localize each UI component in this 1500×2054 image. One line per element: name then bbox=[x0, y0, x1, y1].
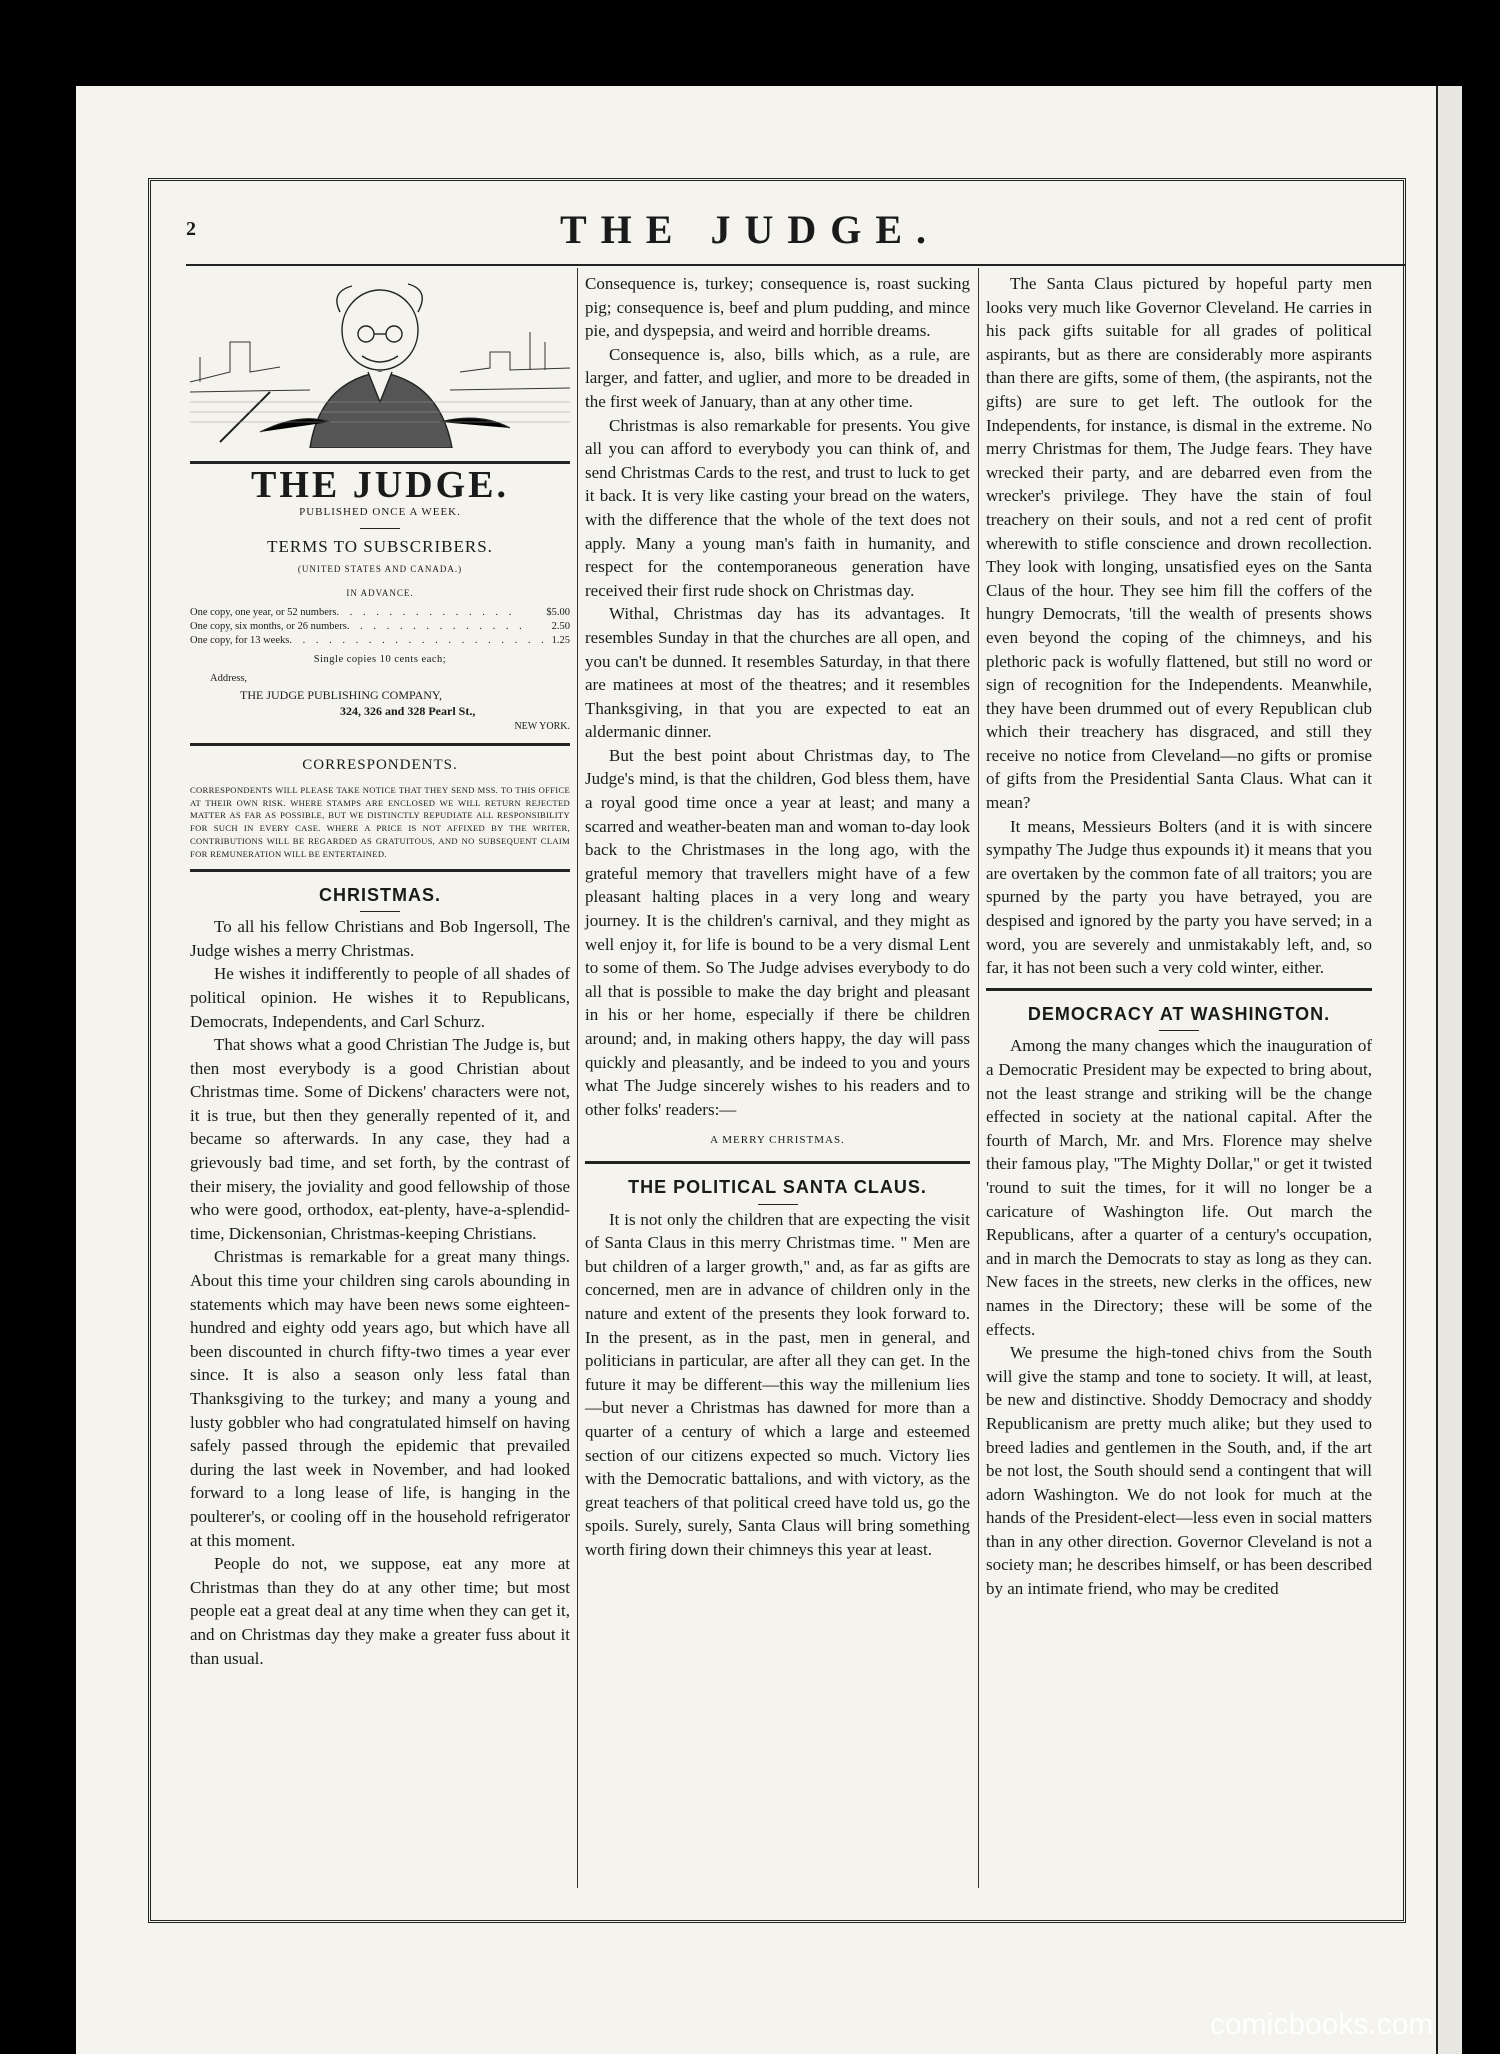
article-paragraph: It is not only the children that are expecting the visit of Santa Claus in this merry Christmas time. " Men are but children of a larger growth," and, as far as gifts are concerned, men are in advance of children only in the nature and extent of the presents they look forward to. In the present, as in the past, men in general, and politicians in particular, are after all they can get. In the future it may be different—this way the millenium lies—but never a Christmas has dawned for more than a quarter of a century of which a large and esteemed section of our citizens expected so much. Victory lies with the Democratic battalions, and with victory, as the great teachers of that political creed have told us, go the spoils. Surely, surely, Santa Claus will bring something worth firing down their chimneys this year at least. bbox=[585, 1209, 970, 1559]
terms-region: (UNITED STATES AND CANADA.) bbox=[297, 564, 463, 575]
column-rule-1 bbox=[577, 268, 578, 1888]
rate-row: One copy, six months, or 26 numbers . . . . . . . . . . . . . . 2.50 bbox=[190, 620, 570, 632]
article-paragraph: But the best point about Christmas day, to The Judge's mind, is that the children, God bless them, have a royal good time once a year at least; and many a scarred and weather-beaten man and woman to-day look back to the Christmases in the long ago, with the grateful memory that travellers might have of a few pleasant halting places in a very long and weary journey. It is the children's carnival, and they might as well enjoy it, for life is bound to be a very dismal Lent to some of them. So The Judge advises everybody to do all that is possible to make the day bright and pleasant in his or her home, especially if there be children around; and, in making others happy, the day will pass quickly and pleasantly, and be indeed to you and yours what The Judge sincerely wishes to his readers and to other folks' readers:— bbox=[585, 745, 970, 1119]
article-paragraph: Among the many changes which the inauguration of a Democratic President may be expected to bring about, not the least strange and striking will be the change effected in society at the national capital. After the fourth of March, Mr. and Mrs. Florence may shelve their famous play, "The Mighty Dollar," or get it twisted 'round to suit the times, for it will no longer be a caricature of Washington life. Out march the Republicans, after a quarter of a century's occupation, and in march the Democrats to stay as long as they can. New faces in the streets, new clerks in the offices, new names in the Directory; these will be some of the effects. bbox=[986, 1036, 1372, 1339]
column-3 bbox=[986, 272, 1372, 1601]
correspondents-heading: CORRESPONDENTS. bbox=[302, 757, 458, 774]
article-paragraph: That shows what a good Christian The Judge is, but then most everybody is a good Christian about Christmas time. Some of Dickens' characters were not, it is true, but then they generally repented of it, and became so afterwards. In any case, they had a grievously bad time, and set forth, by the contrast of their misery, the joviality and good fellowship of those who were good, orthodox, eat-plenty, have-a-splendid-time, Dickensonian, Christmas-keeping Christians. bbox=[190, 1035, 570, 1243]
short-rule bbox=[360, 911, 400, 912]
publication-title: THE JUDGE. bbox=[250, 463, 510, 506]
rate-row: One copy, for 13 weeks . . . . . . . . . . . . . . . . . . . . 1.25 bbox=[190, 634, 570, 646]
publisher-name: THE JUDGE PUBLISHING COMPANY, bbox=[240, 688, 443, 703]
terms-heading: TERMS TO SUBSCRIBERS. bbox=[267, 536, 493, 556]
editor-cartoon-illustration bbox=[190, 272, 570, 448]
article-paragraph: Christmas is also remarkable for presents. You give all you can afford to everybody you can think of, and send Christmas Cards to the rest, and trust to luck to get it back. It is very like casting your bread on the waters, with the difference that the whole of the text does not apply. Many a young man's faith in humanity, and respect for the contemporaneous generation have received their first rude shock on Christmas day. bbox=[585, 415, 970, 600]
article-paragraph: Consequence is, also, bills which, as a rule, are larger, and fatter, and uglier, and more to be dreaded in the first week of January, than at any other time. bbox=[585, 344, 970, 411]
masthead-rule bbox=[186, 264, 1406, 266]
column-2 bbox=[585, 272, 970, 1561]
democracy-heading: DEMOCRACY AT WASHINGTON. bbox=[1027, 1003, 1331, 1024]
column-rule-2 bbox=[978, 268, 979, 1888]
column-1 bbox=[190, 272, 570, 1670]
correspondents-notice: CORRESPONDENTS WILL PLEASE TAKE NOTICE THAT THEY SEND MSS. TO THIS OFFICE AT THEIR OWN RISK. WHERE STAMPS ARE ENCLOSED WE WILL RETURN REJECTED MATTER AS FAR AS POSSIBLE, BUT WE DISTINCTLY REPUDIATE ALL RESPONSIBILITY FOR SUCH IN EVERY CASE. WHERE A PRICE IS NOT AFFIXED BY THE WRITER, CONTRIBUTIONS WILL BE REGARDED AS GRATUITOUS, AND NO SUBSEQUENT CLAIM FOR REMUNERATION WILL BE ENTERTAINED. bbox=[190, 784, 570, 859]
article-paragraph: We presume the high-toned chivs from the South will give the stamp and tone to society. It will, at least, be new and distinctive. Shoddy Democracy and shoddy Republicanism are pretty much alike; but they used to breed ladies and gentlemen in the South, and, if the art be not lost, the South should send a contingent that will adorn Washington. We do not look for much at the hands of the President-elect—less even in social matters than in any other direction. Governor Cleveland is not a society man; he describes himself, or has been described by an intimate friend, who may be credited bbox=[986, 1343, 1372, 1599]
christmas-signoff: A MERRY CHRISTMAS. bbox=[710, 1134, 845, 1147]
page-number: 2 bbox=[186, 218, 196, 240]
publisher-city: NEW YORK. bbox=[514, 721, 570, 733]
article-paragraph: He wishes it indifferently to people of all shades of political opinion. He wishes it to Republicans, Democrats, Independents, and Carl Schurz. bbox=[190, 964, 570, 1031]
article-paragraph: Consequence is, turkey; consequence is, roast sucking pig; consequence is, beef and plum pudding, and mince pie, and dyspepsia, and weird and horrible dreams. bbox=[585, 274, 970, 341]
next-page-edge bbox=[1436, 86, 1462, 2054]
article-paragraph: The Santa Claus pictured by hopeful party men looks very much like Governor Cleveland. He carries in his pack gifts suitable for all grades of political aspirants, but as there are considerably more aspirants than there are gifts, some of them, (the aspirants, not the gifts) are sure to get left. The outlook for the Independents, for instance, is dismal in the extreme. No merry Christmas for them, The Judge fears. They have wrecked their party, and are debarred even from the wrecker's privilege. They have the stain of foul treachery on their souls, and not a red cent of profit wherewith to stifle conscience and drown recollection. They look with longing, unsatisfied eyes on the Santa Claus of the hour. They see him fill the coffers of the hungry Democrats, 'till the wealth of presents shows even beyond the coping of the chimneys, and his plethoric pack is wofully flattened, but still no word or sign of recognition for the Independents. Meanwhile, they have been drummed out of every Republican club which their treachery has disgraced, and still they receive no notice from Cleveland—no gifts or promise of gifts from the Presidential Santa Claus. What can it mean? bbox=[986, 274, 1372, 813]
article-paragraph: It means, Messieurs Bolters (and it is with sincere sympathy The Judge thus expounds it) it means that you are overtaken by the common fate of all traitors; you are spurned by the party you have betrayed, you are despised and ignored by the party you have served; in a word, you are severely and unmistakably left, and, so far, it has not been such a very cold winter, either. bbox=[986, 816, 1372, 978]
rule bbox=[190, 743, 570, 746]
article-paragraph: To all his fellow Christians and Bob Ingersoll, The Judge wishes a merry Christmas. bbox=[190, 917, 570, 960]
christmas-heading: CHRISTMAS. bbox=[319, 884, 441, 905]
santa-heading: THE POLITICAL SANTA CLAUS. bbox=[628, 1176, 927, 1197]
article-paragraph: People do not, we suppose, eat any more at Christmas than they do at any other time; but most people eat a great deal at any time when they can get it, and on Christmas day they make a greater fuss about it than usual. bbox=[190, 1554, 570, 1668]
rule bbox=[190, 869, 570, 872]
short-rule bbox=[360, 528, 400, 529]
single-copies: Single copies 10 cents each; bbox=[313, 653, 447, 665]
rule bbox=[585, 1161, 970, 1164]
article-paragraph: Christmas is remarkable for a great many things. About this time your children sing carols abounding in statements which may have been news some eighteen-hundred and eighty odd years ago, but which have all been discounted in church fifty-two times a year ever since. It is also a season only less fatal than Thanksgiving to the turkey; and many a young and lusty gobbler who had congratulated himself on having safely passed through the epidemic that prevailed during the last week in November, and had looked forward to a long lease of life, is hanging in the poulterer's, or cooling off in the household refrigerator at this moment. bbox=[190, 1247, 570, 1550]
rate-row: One copy, one year, or 52 numbers . . . . . . . . . . . . . . $5.00 bbox=[190, 606, 570, 618]
rule bbox=[986, 988, 1372, 991]
article-paragraph: Withal, Christmas day has its advantages. It resembles Sunday in that the churches are all open, and you can't be dunned. It resembles Saturday, in that there are matinees at most of the theatres; and it resembles Thanksgiving, in that you are expected to eat an aldermanic dinner. bbox=[585, 604, 970, 742]
publisher-street: 324, 326 and 328 Pearl St., bbox=[340, 704, 476, 719]
short-rule bbox=[1159, 1030, 1199, 1031]
masthead-title: THE JUDGE. bbox=[559, 207, 941, 252]
short-rule bbox=[758, 1204, 798, 1205]
terms-advance: IN ADVANCE. bbox=[346, 587, 414, 598]
publication-frequency: PUBLISHED ONCE A WEEK. bbox=[299, 506, 461, 519]
watermark-text: comicbooks.com bbox=[1210, 2008, 1434, 2041]
address-label: Address, bbox=[210, 673, 248, 685]
